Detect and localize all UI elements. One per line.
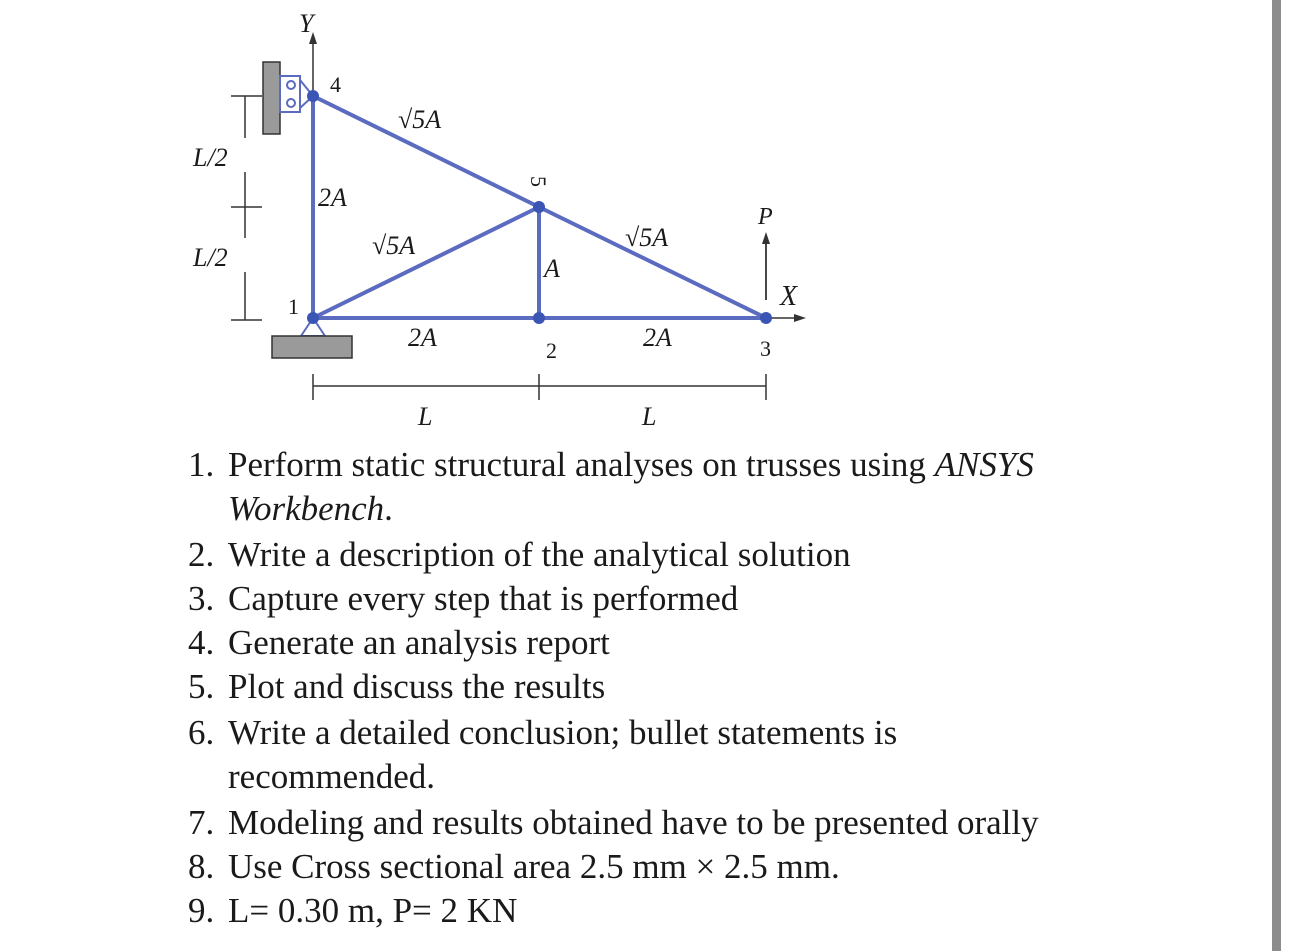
task-number: 9. [188, 891, 215, 930]
task-item-1 [188, 443, 1039, 531]
dim-right-span: L [642, 402, 657, 431]
node-2 [533, 312, 545, 324]
task-item-5 [188, 665, 1039, 709]
task-item-8 [188, 845, 1039, 889]
task-emphasis-continued: Workbench [228, 489, 385, 528]
task-item-6 [188, 711, 1039, 799]
member-label-1-5: √5A [372, 231, 416, 260]
task-text: Modeling and results obtained have to be presented orally [228, 803, 1039, 842]
task-number: 2. [188, 535, 215, 574]
task-text: L= 0.30 m, P= 2 KN [228, 891, 518, 930]
node-5 [533, 201, 545, 213]
axis-x-label: X [780, 281, 798, 312]
task-item-9 [188, 889, 1039, 933]
node-label-2: 2 [546, 338, 557, 363]
dim-upper-height: L/2 [193, 143, 228, 172]
wall-support [263, 62, 280, 134]
task-item-7 [188, 801, 1039, 845]
member-label-2-3: 2A [643, 323, 672, 352]
dim-lower-height: L/2 [193, 243, 228, 272]
task-number: 3. [188, 579, 215, 618]
task-text: Plot and discuss the results [228, 667, 606, 706]
ground-block [272, 336, 352, 358]
member-label-2-5: A [544, 254, 560, 283]
node-1 [307, 312, 319, 324]
node-4 [307, 90, 319, 102]
task-item-3 [188, 577, 1039, 621]
task-number: 8. [188, 847, 215, 886]
task-number: 1. [188, 445, 215, 484]
node-label-4: 4 [330, 72, 341, 97]
page-edge-bar [1272, 0, 1281, 951]
truss-diagram [0, 0, 900, 440]
member-label-1-2: 2A [408, 323, 437, 352]
member-label-1-4: 2A [318, 183, 347, 212]
task-number: 7. [188, 803, 215, 842]
task-number: 5. [188, 667, 215, 706]
task-text-continued: . [384, 489, 393, 528]
task-text: Use Cross sectional area 2.5 mm × 2.5 mm. [228, 847, 840, 886]
task-number: 6. [188, 713, 215, 752]
node-label-1: 1 [288, 294, 299, 319]
task-item-4 [188, 621, 1039, 665]
member-label-4-5: √5A [398, 105, 442, 134]
task-emphasis: ANSYS [934, 445, 1034, 484]
node-label-3: 3 [760, 336, 771, 361]
task-text: Generate an analysis report [228, 623, 610, 662]
task-text: Capture every step that is performed [228, 579, 739, 618]
node-label-5: 5 [526, 176, 551, 187]
member-1-5 [313, 207, 539, 318]
task-text-continued: recommended. [228, 757, 435, 796]
dim-left-span: L [418, 402, 433, 431]
load-label: P [758, 204, 773, 230]
task-list [188, 443, 1039, 933]
task-number: 4. [188, 623, 215, 662]
task-item-2 [188, 533, 1039, 577]
task-text: Write a detailed conclusion; bullet statements is [228, 713, 898, 752]
member-label-3-5: √5A [625, 223, 669, 252]
task-text: Perform static structural analyses on trusses using [228, 445, 935, 484]
node-3 [760, 312, 772, 324]
task-text: Write a description of the analytical solution [228, 535, 851, 574]
axis-y-label: Y [299, 9, 314, 38]
